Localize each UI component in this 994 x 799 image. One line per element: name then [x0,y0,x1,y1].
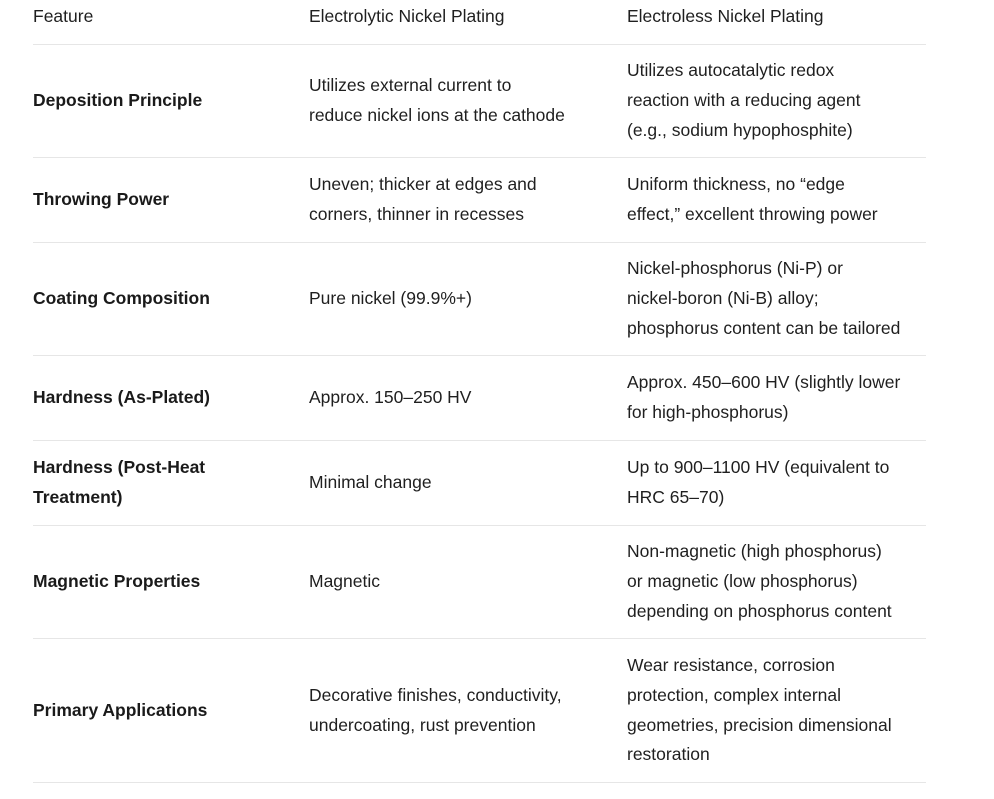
header-electrolytic: Electrolytic Nickel Plating [309,0,627,45]
electrolytic-cell [309,45,627,158]
electrolytic-cell [309,526,627,639]
feature-cell: Magnetic Properties [33,526,309,639]
cell-line: Wear resistance, corrosion [627,654,835,675]
electroless-cell [627,243,926,356]
cell-line: nickel-boron (Ni-B) alloy; [627,288,819,309]
electrolytic-cell [309,356,627,441]
cell-line: or magnetic (low phosphorus) [627,571,858,592]
cell-line: phosphorus content can be tailored [627,317,901,338]
cell-line: Uneven; thicker at edges and [309,174,537,195]
table-row [33,441,926,526]
table-row [33,243,926,356]
cell-line: Non-magnetic (high phosphorus) [627,541,882,562]
cell-line: reaction with a reducing agent [627,90,861,111]
feature-cell: Coating Composition [33,243,309,356]
cell-line: Approx. 450–600 HV (slightly lower [627,372,901,393]
electroless-cell [627,356,926,441]
table-row [33,158,926,243]
feature-cell: Throwing Power [33,158,309,243]
feature-line: Treatment) [33,487,123,507]
cell-line: Minimal change [309,472,432,493]
table-row [33,45,926,158]
cell-line: Approx. 150–250 HV [309,387,472,408]
electrolytic-cell [309,639,627,783]
cell-line: Nickel-phosphorus (Ni-P) or [627,258,843,279]
cell-line: Up to 900–1100 HV (equivalent to [627,457,890,478]
feature-cell [33,441,309,526]
header-feature: Feature [33,0,309,45]
feature-cell: Hardness (As-Plated) [33,356,309,441]
cell-line: Utilizes external current to [309,75,512,96]
electroless-cell [627,639,926,783]
electrolytic-cell [309,243,627,356]
cell-line: depending on phosphorus content [627,600,892,621]
electroless-cell [627,526,926,639]
cell-line: Utilizes autocatalytic redox [627,60,835,81]
cell-line: Decorative finishes, conductivity, [309,684,562,705]
cell-line: restoration [627,744,710,765]
table-header-row [33,0,926,45]
cell-line: geometries, precision dimensional [627,714,892,735]
cell-line: for high-phosphorus) [627,402,789,422]
table-row [33,356,926,441]
electrolytic-cell [309,441,627,526]
electrolytic-cell [309,158,627,243]
cell-line: HRC 65–70) [627,487,725,507]
table-row [33,526,926,639]
comparison-table [33,0,926,783]
cell-line: Pure nickel (99.9%+) [309,288,472,309]
electroless-cell [627,441,926,526]
header-electroless: Electroless Nickel Plating [627,0,926,45]
electroless-cell [627,158,926,243]
feature-cell: Primary Applications [33,639,309,783]
cell-line: (e.g., sodium hypophosphite) [627,119,853,140]
cell-line: Magnetic [309,571,381,592]
feature-line: Hardness (Post-Heat [33,457,206,478]
comparison-table-container [33,0,926,783]
cell-line: Uniform thickness, no “edge [627,174,845,195]
cell-line: protection, complex internal [627,684,841,705]
electroless-cell [627,45,926,158]
cell-line: undercoating, rust prevention [309,714,536,735]
table-row [33,639,926,783]
cell-line: corners, thinner in recesses [309,204,524,224]
cell-line: effect,” excellent throwing power [627,204,878,224]
feature-cell: Deposition Principle [33,45,309,158]
cell-line: reduce nickel ions at the cathode [309,105,565,125]
